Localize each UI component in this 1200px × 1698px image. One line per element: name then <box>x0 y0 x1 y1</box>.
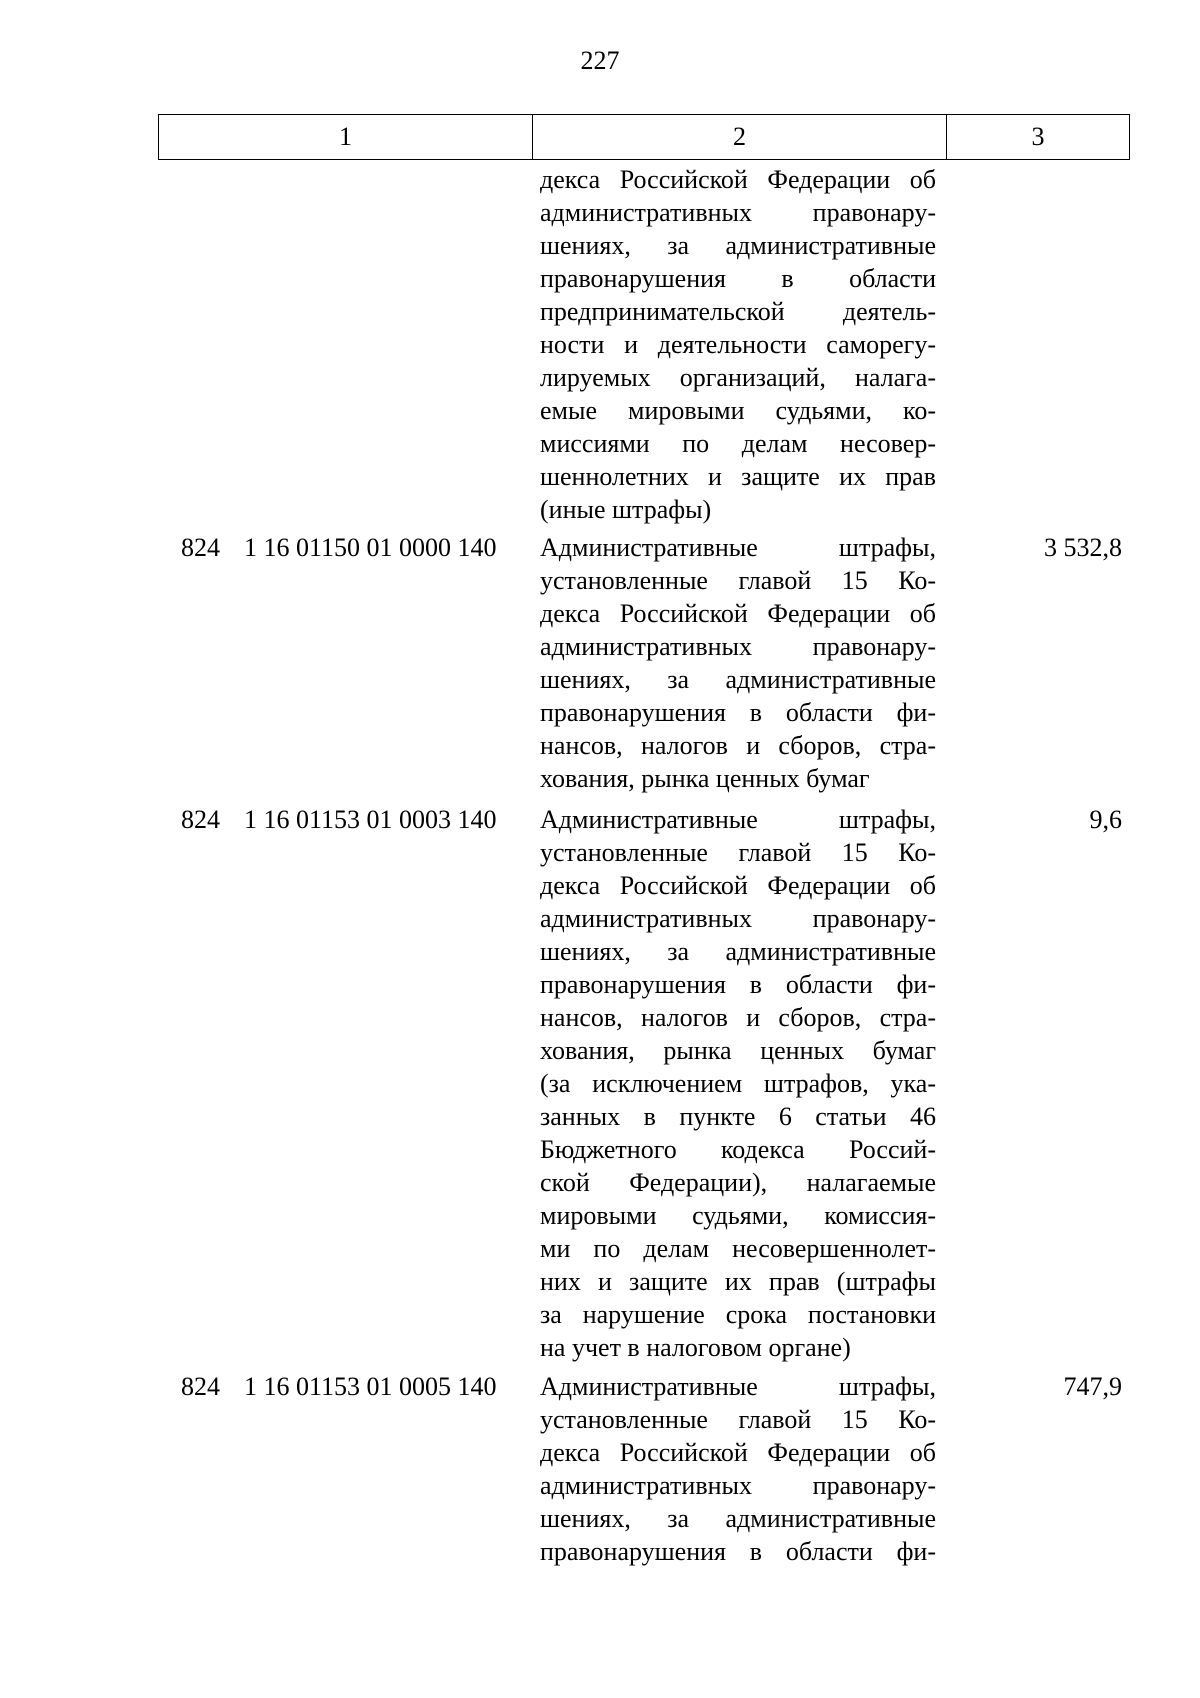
description-line: установленные главой 15 Ко- <box>540 1405 936 1434</box>
description-line: нансов, налогов и сборов, стра- <box>540 731 936 760</box>
continuation-description <box>540 163 936 526</box>
table-header <box>158 114 1130 160</box>
page-number: 227 <box>580 46 620 75</box>
description-line: них и защите их прав (штрафы <box>540 1267 936 1296</box>
description-line: на учет в налоговом органе) <box>540 1333 851 1362</box>
description-line: установленные главой 15 Ко- <box>540 838 936 867</box>
description-line: занных в пункте 6 статьи 46 <box>540 1102 936 1131</box>
header-col-3: 3 <box>1031 122 1045 151</box>
description-line: правонарушения в области фи- <box>540 1537 936 1566</box>
description-line: мировыми судьями, комиссия- <box>540 1201 936 1230</box>
description-line: ми по делам несовершеннолет- <box>540 1234 936 1263</box>
description-line: декса Российской Федерации об <box>540 599 936 628</box>
description-line: декса Российской Федерации об <box>540 871 936 900</box>
admin-code: 824 <box>181 805 220 834</box>
description-line: емые мировыми судьями, ко- <box>540 396 936 425</box>
description-line: декса Российской Федерации об <box>540 1438 936 1467</box>
description-line: установленные главой 15 Ко- <box>540 566 936 595</box>
description-line: за нарушение срока постановки <box>540 1300 936 1329</box>
row-description <box>540 1370 936 1568</box>
description-line: правонарушения в области <box>540 264 936 293</box>
admin-code: 824 <box>181 1372 220 1401</box>
description-line: (иные штрафы) <box>540 495 712 524</box>
row-description <box>540 803 936 1364</box>
description-line: шениях, за административные <box>540 1504 936 1533</box>
description-line: Административные штрафы, <box>540 1372 936 1401</box>
admin-code: 824 <box>181 533 220 562</box>
description-line: административных правонару- <box>540 198 936 227</box>
header-col-2: 2 <box>533 115 947 159</box>
description-line: ской Федерации), налагаемые <box>540 1168 936 1197</box>
description-line: правонарушения в области фи- <box>540 698 936 727</box>
budget-classification-code: 1 16 01150 01 0000 140 <box>244 533 497 562</box>
description-line: декса Российской Федерации об <box>540 165 936 194</box>
description-line: лируемых организаций, налага- <box>540 363 936 392</box>
amount: 9,6 <box>1089 805 1122 834</box>
description-line: хования, рынка ценных бумаг <box>540 764 870 793</box>
budget-classification-code: 1 16 01153 01 0005 140 <box>244 1372 497 1401</box>
description-line: Административные штрафы, <box>540 805 936 834</box>
description-line: административных правонару- <box>540 904 936 933</box>
description-line: административных правонару- <box>540 632 936 661</box>
description-line: шениях, за административные <box>540 665 936 694</box>
description-line: миссиями по делам несовер- <box>540 429 936 458</box>
header-col-1: 1 <box>159 115 533 159</box>
description-line: ности и деятельности саморегу- <box>540 330 936 359</box>
amount: 747,9 <box>1063 1372 1122 1401</box>
description-line: шениях, за административные <box>540 937 936 966</box>
description-line: шениях, за административные <box>540 231 936 260</box>
description-line: правонарушения в области фи- <box>540 970 936 999</box>
description-line: административных правонару- <box>540 1471 936 1500</box>
description-line: хования, рынка ценных бумаг <box>540 1036 936 1065</box>
row-description <box>540 531 936 795</box>
description-line: Бюджетного кодекса Россий- <box>540 1135 936 1164</box>
description-line: Административные штрафы, <box>540 533 936 562</box>
description-line: предпринимательской деятель- <box>540 297 936 326</box>
budget-classification-code: 1 16 01153 01 0003 140 <box>244 805 497 834</box>
description-line: (за исключением штрафов, ука- <box>540 1069 936 1098</box>
description-line: шеннолетних и защите их прав <box>540 462 936 491</box>
description-line: нансов, налогов и сборов, стра- <box>540 1003 936 1032</box>
amount: 3 532,8 <box>1044 533 1122 562</box>
